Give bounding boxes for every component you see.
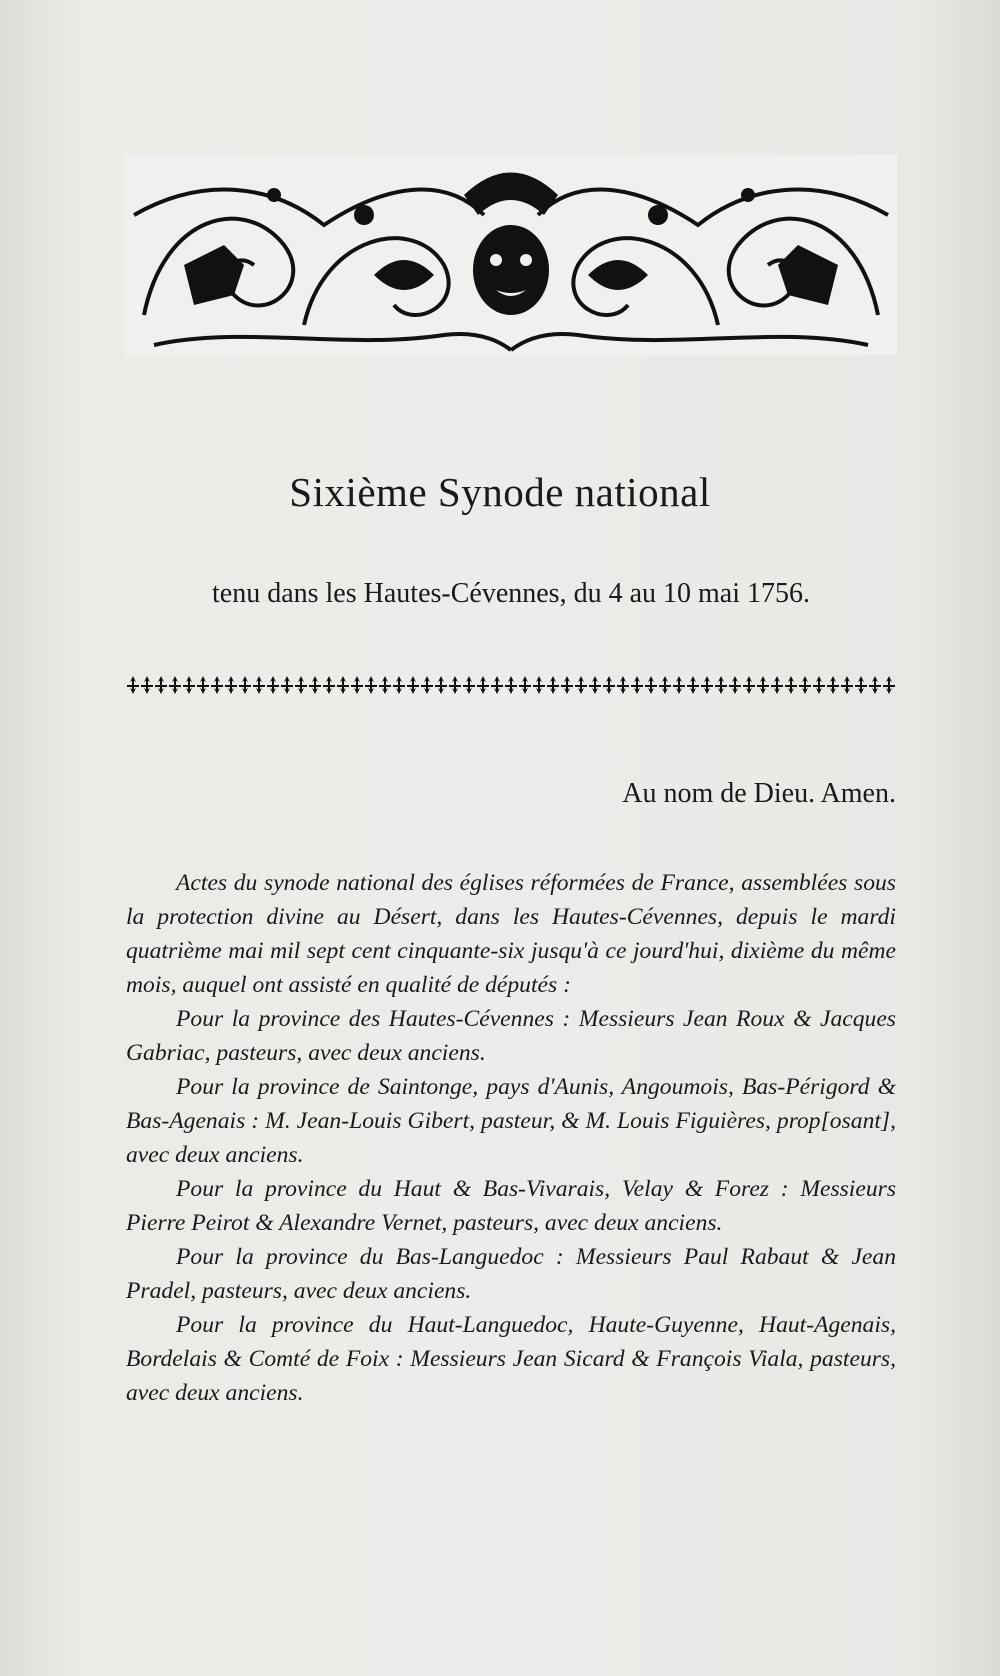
paragraph: Pour la province du Bas-Languedoc : Messieurs Paul Rabaut & Jean Pradel, pasteurs, avec deux anciens. xyxy=(126,1244,896,1304)
document-title: Sixième Synode national xyxy=(289,469,711,515)
woodcut-headpiece xyxy=(124,155,898,355)
paragraph: Actes du synode national des églises réformées de France, assemblées sous la protection divine au Désert, dans les Hautes-Cévennes, depuis le mardi quatrième mai mil sept cent cinquante-six jusqu'à ce jourd'hui, dixième du même mois, auquel ont assisté en qualité de députés : xyxy=(126,870,896,998)
document-subtitle: tenu dans les Hautes-Cévennes, du 4 au 10 mai 1756. xyxy=(212,578,810,609)
paragraph: Pour la province des Hautes-Cévennes : Messieurs Jean Roux & Jacques Gabriac, pasteurs, avec deux anciens. xyxy=(126,1006,896,1066)
fleuron-divider xyxy=(126,675,896,695)
paragraph: Pour la province du Haut-Languedoc, Haute-Guyenne, Haut-Agenais, Bordelais & Comté de Foix : Messieurs Jean Sicard & François Viala, pasteurs, avec deux anciens. xyxy=(126,1312,896,1406)
paragraph: Pour la province du Haut & Bas-Vivarais, Velay & Forez : Messieurs Pierre Peirot & Alexandre Vernet, pasteurs, avec deux anciens. xyxy=(126,1176,896,1236)
paragraph: Pour la province de Saintonge, pays d'Aunis, Angoumois, Bas-Périgord & Bas-Agenais : M. Jean-Louis Gibert, pasteur, & M. Louis Figuières, prop[osant], avec deux anciens. xyxy=(126,1074,896,1168)
invocation: Au nom de Dieu. Amen. xyxy=(622,778,896,809)
body-text xyxy=(126,866,896,1410)
